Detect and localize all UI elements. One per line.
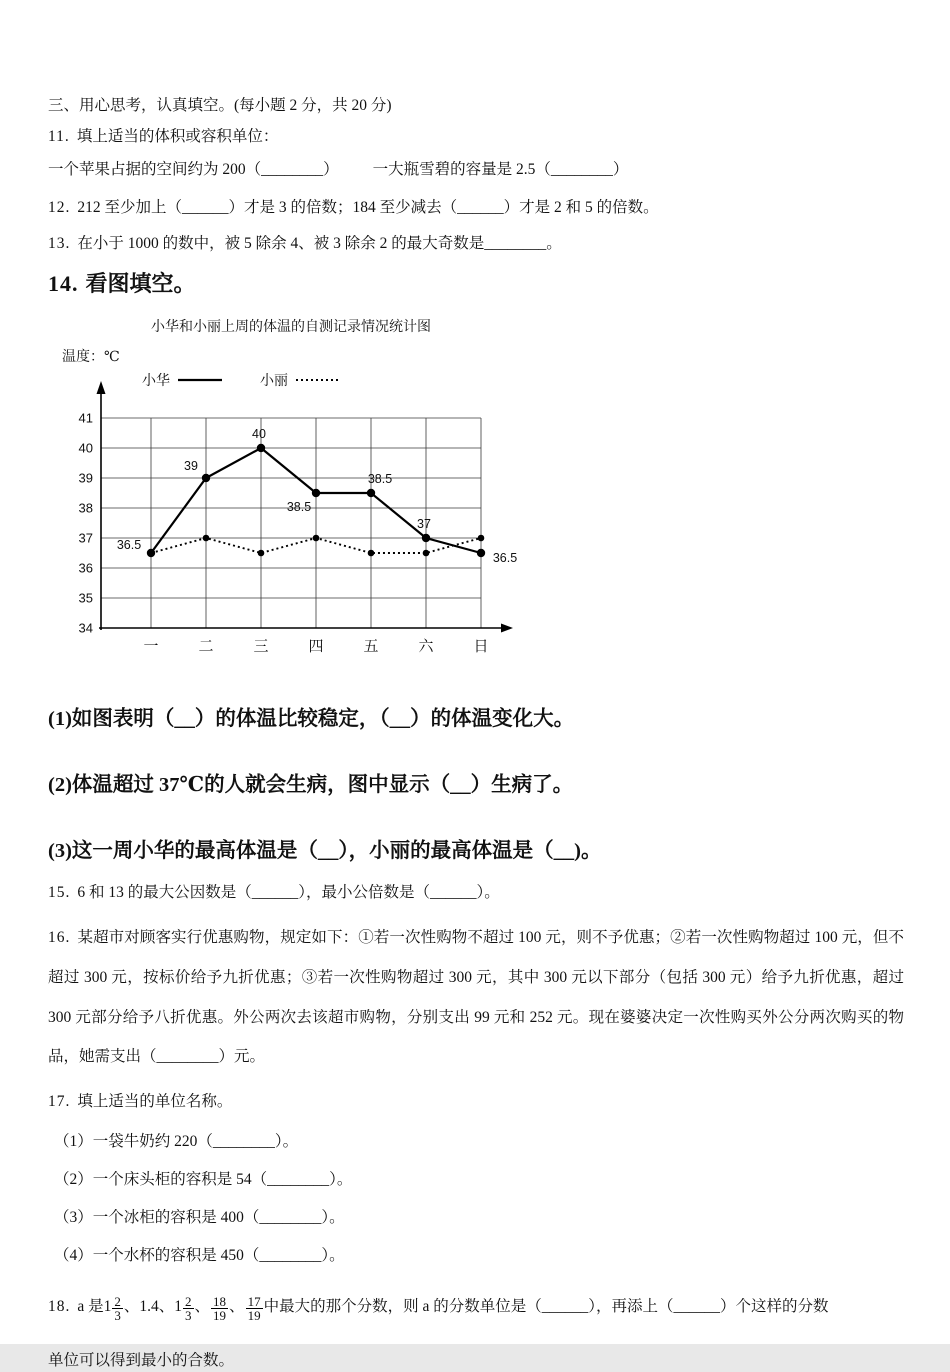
question-11-number: 11. <box>48 127 70 145</box>
question-17-item: （4）一个水杯的容积是 450（________）。 <box>54 1247 345 1265</box>
fraction-numerator: 2 <box>114 1293 121 1309</box>
question-14-text: 看图填空。 <box>85 270 196 296</box>
question-12-number: 12. <box>48 198 71 216</box>
question-17 <box>48 1092 904 1113</box>
question-11-part-a: 一个苹果占据的空间约为 200（________） <box>48 160 339 178</box>
svg-text:39: 39 <box>184 458 198 473</box>
svg-text:38.5: 38.5 <box>367 471 393 486</box>
question-17-item: （3）一个冰柜的容积是 400（________）。 <box>54 1209 345 1227</box>
fraction-denominator: 3 <box>185 1308 192 1324</box>
question-17-number: 17. <box>48 1093 71 1111</box>
question-11-blanks <box>48 160 904 181</box>
question-16-number: 16. <box>48 928 71 946</box>
question-18-line2: 单位可以得到最小的合数。 <box>48 1352 235 1370</box>
chart-title: 小华和小丽上周的体温的自测记录情况统计图 <box>151 319 431 335</box>
fraction-numerator: 2 <box>185 1293 192 1309</box>
mixed-number-1 <box>103 1293 124 1324</box>
question-15-text: 6 和 13 的最大公因数是（______），最小公倍数是（______）。 <box>77 883 500 901</box>
question-11-part-b: 一大瓶雪碧的容量是 2.5（________） <box>372 160 629 178</box>
svg-text:一: 一 <box>143 637 159 655</box>
svg-text:38.5: 38.5 <box>286 499 312 514</box>
question-18-number: 18. <box>48 1298 71 1316</box>
section-header: 三、用心思考，认真填空。(每小题 2 分，共 20 分) <box>48 97 392 114</box>
fraction-numerator: 18 <box>213 1293 227 1309</box>
svg-text:41: 41 <box>78 410 93 426</box>
mixed-number-2 <box>174 1293 194 1324</box>
fraction-denominator: 19 <box>213 1308 227 1324</box>
question-16-text: 某超市对顾客实行优惠购物，规定如下：①若一次性购物不超过 100 元，则不予优惠；②若一次性购物超过 100 元，但不超过 300 元，按标价给予九折优惠；③若一次性购物超过 300 元，其中 300 元以下部分（包括 300 元）给予九折优惠，超过 300 元部分给予八折优惠。外公两次去该超市购物，分别支出 99 元和 252 元。现在婆婆决定一次性购买外公分两次购买的物品，她需支出（________）元。 <box>48 928 904 1066</box>
svg-text:日: 日 <box>473 637 489 655</box>
svg-text:37: 37 <box>417 516 431 531</box>
svg-text:34: 34 <box>78 620 93 636</box>
svg-text:四: 四 <box>308 637 324 655</box>
sub-question-2: (2)体温超过 37℃的人就会生病，图中显示（__）生病了。 <box>48 773 574 796</box>
question-17-item: （2）一个床头柜的容积是 54（________）。 <box>54 1171 353 1189</box>
question-14-number: 14. <box>48 270 79 296</box>
question-12-text: 212 至少加上（______）才是 3 的倍数；184 至少减去（______）才是 2 和 5 的倍数。 <box>77 198 659 216</box>
question-16 <box>48 918 904 1078</box>
svg-text:五: 五 <box>363 637 379 655</box>
question-13-number: 13. <box>48 234 71 252</box>
fraction-denominator: 19 <box>247 1308 261 1324</box>
svg-text:40: 40 <box>78 440 93 456</box>
question-15-number: 15. <box>48 883 71 901</box>
svg-text:36.5: 36.5 <box>492 550 518 565</box>
fraction-denominator: 3 <box>114 1308 121 1324</box>
svg-text:二: 二 <box>198 637 214 655</box>
svg-text:40: 40 <box>252 426 266 441</box>
fraction <box>246 1295 263 1323</box>
chart-plot-area <box>56 368 526 660</box>
fraction-whole: 1 <box>174 1298 183 1316</box>
temperature-chart <box>56 316 546 665</box>
fraction <box>112 1295 123 1323</box>
question-11-text: 填上适当的体积或容积单位： <box>76 127 279 145</box>
question-18 <box>48 1289 904 1325</box>
svg-text:36: 36 <box>78 560 93 576</box>
question-18-post: 中最大的那个分数，则 a 的分数单位是（______），再添上（______）个这样的分数 <box>263 1298 829 1316</box>
question-17-item: （1）一袋牛奶约 220（________）。 <box>54 1133 299 1151</box>
svg-text:38: 38 <box>78 500 93 516</box>
question-17-text: 填上适当的单位名称。 <box>77 1093 233 1111</box>
fraction <box>211 1295 228 1323</box>
svg-text:37: 37 <box>78 530 93 546</box>
fraction-whole: 1 <box>103 1298 112 1316</box>
svg-text:小华: 小华 <box>142 371 170 388</box>
question-18-pre: a 是 <box>77 1298 104 1316</box>
question-14 <box>48 267 904 298</box>
question-18-sep3: 、 <box>229 1298 245 1316</box>
svg-text:六: 六 <box>418 637 434 655</box>
question-18-sep2: 、 <box>194 1298 211 1316</box>
sub-question-1: (1)如图表明（__）的体温比较稳定，（__）的体温变化大。 <box>48 707 575 730</box>
question-12 <box>48 198 904 219</box>
question-13-text: 在小于 1000 的数中，被 5 除余 4、被 3 除余 2 的最大奇数是________。 <box>77 234 562 252</box>
fraction-numerator: 17 <box>247 1293 261 1309</box>
svg-text:35: 35 <box>78 590 93 606</box>
sub-question-3: (3)这一周小华的最高体温是（__），小丽的最高体温是（__)。 <box>48 839 602 862</box>
svg-text:39: 39 <box>78 470 93 486</box>
question-13 <box>48 234 904 255</box>
question-11 <box>48 127 904 148</box>
fraction <box>183 1295 194 1323</box>
svg-text:小丽: 小丽 <box>260 371 288 388</box>
question-18-sep1: 、1.4、 <box>123 1298 175 1316</box>
svg-text:36.5: 36.5 <box>116 537 142 552</box>
chart-y-axis-label: 温度：℃ <box>62 349 120 365</box>
svg-text:三: 三 <box>253 637 269 655</box>
question-15 <box>48 883 904 904</box>
